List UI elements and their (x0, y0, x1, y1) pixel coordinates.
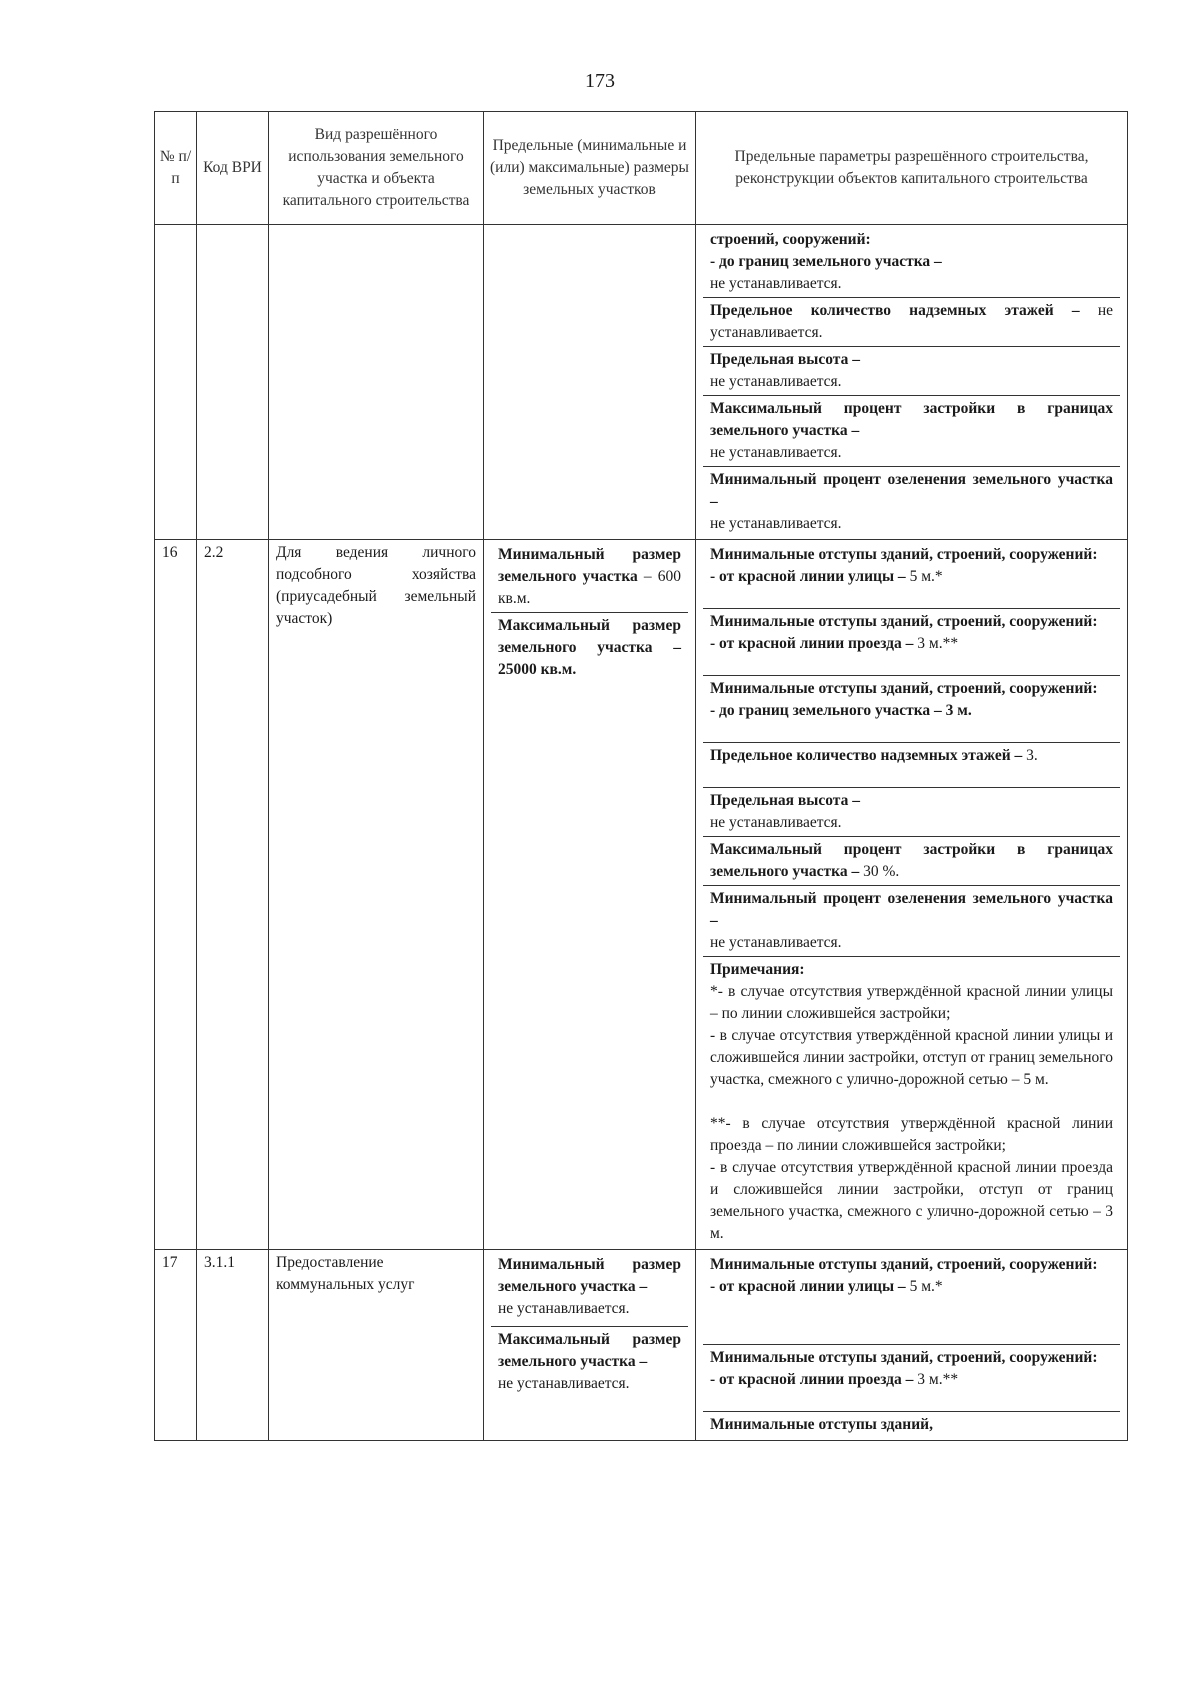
row16-param-label: Предельное количество надземных этажей – (710, 747, 1023, 764)
row16-param-5 (703, 787, 1120, 836)
cont-code-cell (197, 225, 269, 540)
row17-param-1 (703, 1252, 1120, 1344)
cont-param-label: Предельное количество надземных этажей – (710, 302, 1080, 319)
row16-param-2 (703, 608, 1120, 675)
cont-type-cell (269, 225, 484, 540)
row16-type: Для ведения личного подсобного хозяйства (приусадебный земельный участок) (269, 540, 484, 1250)
row16-code: 2.2 (197, 540, 269, 1250)
row17-param-value: 5 м.* (905, 1278, 943, 1295)
cont-param-3 (703, 346, 1120, 395)
cont-param-value: не устанавливается. (710, 515, 842, 532)
note-1: *- в случае отсутствия утверждённой красной линии улицы – по линии сложившейся застройки; (710, 983, 1113, 1022)
row16-param-label: Максимальный процент застройки в границах земельного участка – (710, 841, 1113, 880)
cont-param-label: Минимальный процент озеленения земельного участка – (710, 471, 1113, 510)
row16-param-value: 30 %. (859, 863, 900, 880)
row17-param-value: 3 м.** (913, 1371, 959, 1388)
row17-size-min: Минимальный размер земельного участка – не устанавливается. (498, 1256, 681, 1317)
row17-param-2 (703, 1344, 1120, 1411)
cont-param-5 (703, 466, 1120, 537)
note-2: - в случае отсутствия утверждённой красной линии улицы и сложившейся линии застройки, отступ от границ земельного участка, смежного с улично-дорожной сетью – 5 м. (710, 1027, 1113, 1088)
row16-param-label: Предельная высота – (710, 792, 860, 809)
header-row (155, 112, 1128, 225)
row17-param-label: Минимальные отступы зданий, строений, сооружений: - от красной линии проезда – (710, 1349, 1098, 1388)
cont-param-label: строений, сооружений: - до границ земельного участка – (710, 231, 942, 270)
note-3: **- в случае отсутствия утверждённой красной линии проезда – по линии сложившейся застройки; (710, 1115, 1113, 1154)
header-type: Вид разрешённого использования земельного участка и объекта капитального строительства (269, 112, 484, 225)
row16-param-value: не устанавливается. (710, 934, 842, 951)
row16-sizes (484, 540, 696, 1250)
row17-code: 3.1.1 (197, 1250, 269, 1441)
note-4: - в случае отсутствия утверждённой красной линии проезда и сложившейся линии застройки, отступ от границ земельного участка, смежного с улично-дорожной сетью – 3 м. (710, 1159, 1113, 1242)
row16-param-4 (703, 742, 1120, 787)
page-number: 173 (585, 70, 615, 92)
row16-param-value: 3 м.** (913, 635, 959, 652)
regulations-table (154, 111, 1128, 1441)
cont-param-value: не устанавливается. (710, 373, 842, 390)
row17-param-label: Минимальные отступы зданий, строений, сооружений: - от красной линии улицы – (710, 1256, 1098, 1295)
cont-param-1 (703, 227, 1120, 297)
cont-param-4 (703, 395, 1120, 466)
cont-param-label: Максимальный процент застройки в границах земельного участка – (710, 400, 1113, 439)
row16-param-value: 3. (1022, 747, 1038, 764)
cont-num-cell (155, 225, 197, 540)
notes-title: Примечания: (710, 961, 805, 978)
header-params: Предельные параметры разрешённого строительства, реконструкции объектов капитального строительства (696, 112, 1128, 225)
cont-param-value: не устанавливается. (710, 444, 842, 461)
cont-size-cell (484, 225, 696, 540)
table-row-17 (155, 1250, 1128, 1441)
cont-param-2 (703, 297, 1120, 346)
row16-param-1 (703, 542, 1120, 608)
row16-param-label: Минимальные отступы зданий, строений, сооружений: - от красной линии улицы – (710, 546, 1098, 585)
header-num: № п/п (155, 112, 197, 225)
cont-param-value: не устанавливается. (710, 275, 842, 292)
row16-param-value: 5 м.* (905, 568, 943, 585)
row17-param-label: Минимальные отступы зданий, (710, 1416, 933, 1433)
header-sizes: Предельные (минимальные и (или) максимальные) размеры земельных участков (484, 112, 696, 225)
row16-param-label: Минимальные отступы зданий, строений, сооружений: - до границ земельного участка – 3 м. (710, 680, 1098, 719)
row17-size-max: Максимальный размер земельного участка – не устанавливается. (491, 1326, 688, 1397)
row16-notes (703, 956, 1120, 1247)
row17-num: 17 (155, 1250, 197, 1441)
cont-param-value: не устанавливается. (710, 302, 1113, 341)
row16-param-value: не устанавливается. (710, 814, 842, 831)
table-row-16 (155, 540, 1128, 1250)
row16-params-cell (696, 540, 1128, 1250)
row17-param-3 (703, 1411, 1120, 1438)
row16-param-label: Минимальные отступы зданий, строений, сооружений: - от красной линии проезда – (710, 613, 1098, 652)
row17-sizes (484, 1250, 696, 1441)
row16-param-7 (703, 885, 1120, 956)
row16-param-6 (703, 836, 1120, 885)
table-row-continued (155, 225, 1128, 540)
cont-param-label: Предельная высота – (710, 351, 860, 368)
row17-type: Предоставление коммунальных услуг (269, 1250, 484, 1441)
row16-num: 16 (155, 540, 197, 1250)
row17-params-cell (696, 1250, 1128, 1441)
row16-param-label: Минимальный процент озеленения земельного участка – (710, 890, 1113, 929)
row16-size-max: Максимальный размер земельного участка – 25000 кв.м. (491, 612, 688, 683)
row16-size-min: Минимальный размер земельного участка – 600 кв.м. (498, 546, 682, 607)
cont-params-cell (696, 225, 1128, 540)
row16-param-3 (703, 675, 1120, 742)
header-code: Код ВРИ (197, 112, 269, 225)
